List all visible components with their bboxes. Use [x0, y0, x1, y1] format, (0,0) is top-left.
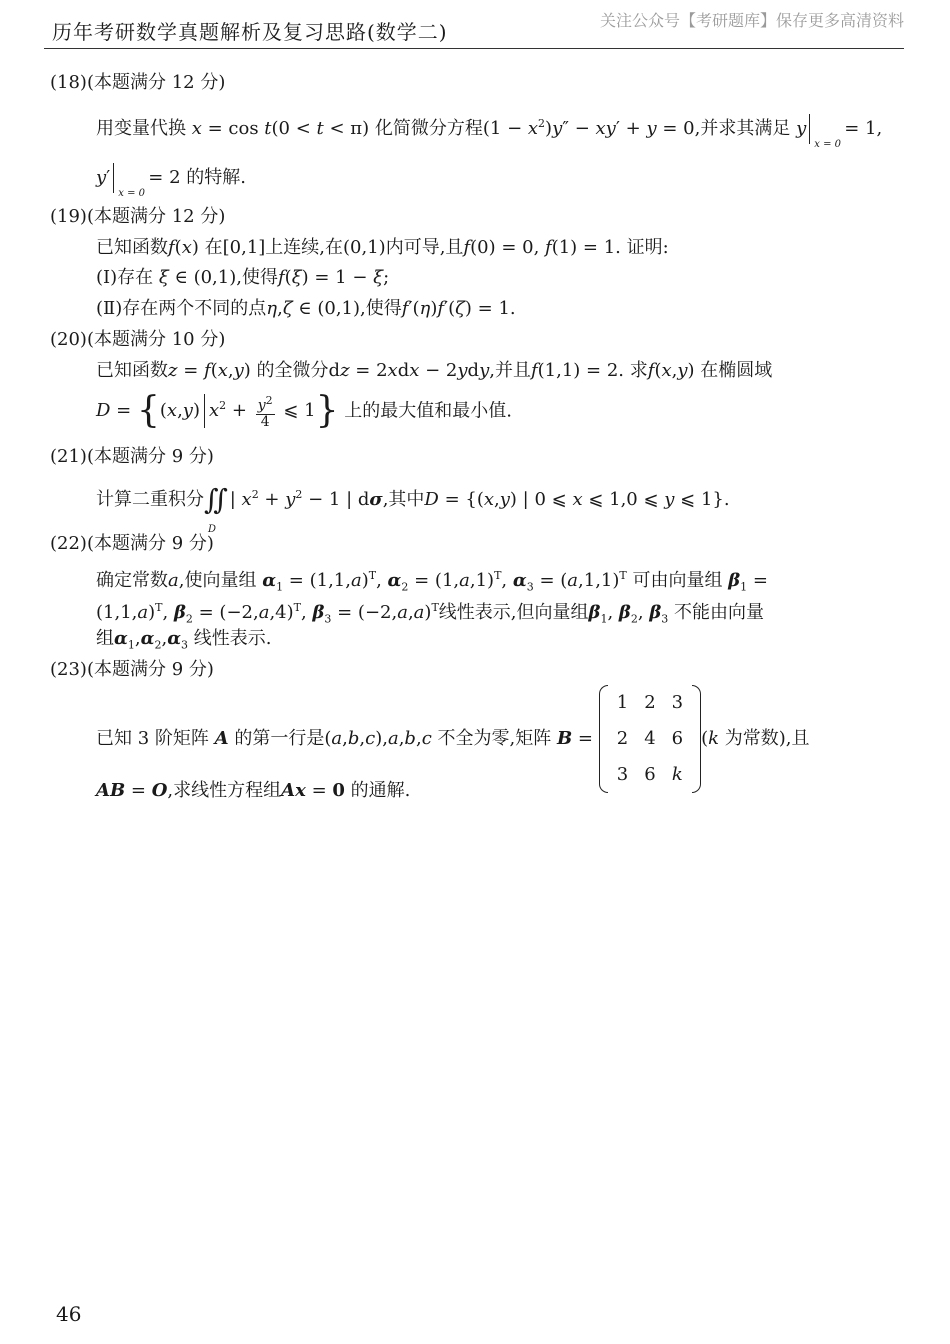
q23-text-4: 为常数),且	[724, 728, 810, 749]
q21-number: (21)	[50, 446, 87, 467]
matrix-cell: 1	[616, 692, 629, 713]
q19-text-3: 证明:	[626, 237, 669, 258]
q23-score: (本题满分 9 分)	[86, 659, 214, 680]
q22-text-3: 可由向量组	[632, 570, 723, 591]
matrix-cell: 3	[616, 764, 629, 785]
q19-line-1	[96, 237, 669, 259]
q23-system: Ax = 0	[281, 780, 345, 801]
q20-line-1	[96, 360, 772, 382]
q23-line-2	[96, 780, 410, 802]
q19-part-1	[96, 267, 389, 289]
q21-score: (本题满分 9 分)	[86, 446, 214, 467]
q19-part-2-text: ,使得	[360, 298, 402, 319]
watermark-text: 关注公众号【考研题库】保存更多高清资料	[599, 11, 904, 30]
q20-score: (本题满分 10 分)	[86, 329, 226, 350]
q20-heading	[50, 329, 225, 351]
matrix-cell: 6	[671, 728, 684, 749]
matrix-cell: 2	[616, 728, 629, 749]
q22-text-1: 确定常数	[96, 570, 168, 591]
q22-text-2: ,使向量组	[178, 570, 257, 591]
q22-line-2	[96, 597, 764, 631]
q20-text-1: 已知函数	[96, 360, 168, 381]
q22-const: a	[168, 570, 179, 591]
q19-score: (本题满分 12 分)	[86, 206, 226, 227]
q23-text-6: 的通解.	[350, 780, 411, 801]
matrix-cell: k	[671, 764, 683, 785]
q19-part-1-math: ξ ∈ (0,1)	[158, 267, 237, 288]
q20-number: (20)	[50, 329, 87, 350]
page-number: 46	[56, 1302, 82, 1326]
q22-line-3	[96, 628, 272, 657]
q18-condition-1: y x = 0 = 1,	[796, 118, 882, 139]
double-integral-sign: ∬ D	[204, 483, 228, 535]
q21-domain: D = {(x,y) | 0 ⩽ x ⩽ 1,0 ⩽ y ⩽ 1}.	[424, 489, 730, 510]
q19-func: f(x)	[168, 237, 199, 258]
q19-part-1-text: ,使得	[236, 267, 278, 288]
header-rule	[44, 48, 904, 49]
q19-heading	[50, 206, 225, 228]
q18-substitution: x = cos t(0 < t < π)	[191, 118, 370, 139]
q23-ab-eq: AB = O	[96, 780, 168, 801]
q20-text-6: 上的最大值和最小值.	[344, 400, 512, 422]
q23-text-2: 的第一行是	[234, 728, 325, 749]
q18-condition-2: y′ x = 0 = 2	[96, 167, 181, 188]
q20-text-2: 的全微分	[256, 360, 329, 381]
q22-text-5: 不能由向量	[674, 602, 765, 623]
q19-number: (19)	[50, 206, 87, 227]
q20-line-2	[96, 390, 512, 432]
q22-alpha-group: $\alpha_1,\alpha_2,\alpha_3$	[114, 628, 189, 652]
q22-alpha-vectors: $\alpha_1 = (1,1,a)^T$, $\alpha_2 = (1,a,1)^T$, $\alpha_3 = (a,1,1)^T$	[262, 569, 627, 594]
q21-text-1: 计算二重积分	[96, 489, 204, 510]
q23-row: (a,b,c),a,b,c	[324, 728, 432, 749]
q18-text-1: 用变量代换	[96, 118, 186, 139]
q22-beta-group: $\beta_1$, $\beta_2$, $\beta_3$	[588, 602, 669, 626]
q18-equation: $(1 - x^2)y'' - xy' + y = 0$	[482, 117, 695, 139]
q20-value: f(1,1) = 2.	[530, 360, 625, 381]
q22-text-6: 组	[96, 628, 114, 649]
q22-beta-vectors: $(1,1,a)^T$, $\beta_2 = (-2,a,4)^T$, $\beta_3 = (-2,a,a)^T$	[96, 601, 439, 626]
q19-text-1: 已知函数	[96, 237, 168, 258]
q20-text-3: ,并且	[489, 360, 531, 381]
matrix-cell: 4	[644, 728, 656, 749]
q18-heading	[50, 72, 225, 94]
q23-text-1: 已知 3 阶矩阵	[96, 728, 209, 749]
q20-differential: dz = 2xdx − 2ydy	[328, 360, 490, 381]
q22-beta-1-start: $\beta_1$ =	[728, 570, 768, 594]
q22-score: (本题满分 9 分)	[86, 533, 214, 554]
q19-part-1-label: (Ⅰ)存在	[96, 267, 154, 288]
q20-text-5: 在椭圆域	[700, 360, 773, 381]
q20-func: z = f(x,y)	[168, 360, 251, 381]
q20-func-2: f(x,y)	[647, 360, 695, 381]
q23-number: (23)	[50, 659, 87, 680]
q18-line-1	[96, 113, 883, 150]
q23-text-5: ,求线性方程组	[167, 780, 282, 801]
q22-heading	[50, 533, 214, 555]
q20-text-4: 求	[629, 360, 648, 381]
q22-line-1	[96, 565, 768, 599]
q23-text-3: 不全为零,矩阵	[437, 728, 552, 749]
q21-integrand: | $x^2 + y^2 - 1$ | dσ	[229, 488, 383, 510]
q18-line-2	[96, 163, 246, 199]
matrix-a-symbol: A	[214, 728, 229, 749]
q21-line-1	[96, 483, 730, 535]
q21-text-2: ,其中	[382, 489, 425, 510]
q23-heading	[50, 659, 214, 681]
q22-text-7: 线性表示.	[193, 628, 272, 649]
q18-score: (本题满分 12 分)	[86, 72, 226, 93]
q19-part-1-eq: f(ξ) = 1 − ξ;	[278, 267, 390, 288]
q19-text-2: 在[0,1]上连续,在(0,1)内可导,且	[204, 237, 464, 258]
page-header-title: 历年考研数学真题解析及复习思路(数学二)	[52, 20, 448, 44]
q23-line-1: 已知 3 阶矩阵 A 的第一行是(a,b,c),a,b,c 不全为零,矩阵 B = 1 2 3 2 4 6 3 6 k (k 为常数),且	[96, 685, 810, 793]
q22-number: (22)	[50, 533, 87, 554]
matrix-cell: 3	[671, 692, 684, 713]
matrix-cell: 2	[644, 692, 656, 713]
q18-text-3: ,并求其满足	[694, 118, 791, 139]
q22-text-4: 线性表示,但向量组	[438, 602, 589, 623]
q23-k-note: (k	[701, 728, 720, 749]
q21-heading	[50, 446, 214, 468]
q18-text-4: 的特解.	[186, 167, 246, 188]
q19-part-2-math: η,ζ ∈ (0,1)	[266, 298, 361, 319]
matrix-b-symbol: B	[556, 728, 573, 749]
q19-values: f(0) = 0, f(1) = 1.	[463, 237, 621, 258]
matrix-cell: 6	[644, 764, 656, 785]
q19-part-2-label: (Ⅱ)存在两个不同的点	[96, 298, 267, 319]
q19-part-2-eq: f′(η)f′(ζ) = 1.	[401, 298, 516, 319]
q20-domain: D = {(x,y) $x^2$ + $\frac{y^2}{4}$ ⩽ 1}	[96, 390, 339, 432]
q19-part-2	[96, 298, 516, 320]
q18-number: (18)	[50, 72, 87, 93]
q18-text-2: 化简微分方程	[374, 118, 483, 139]
matrix-b	[599, 685, 701, 793]
